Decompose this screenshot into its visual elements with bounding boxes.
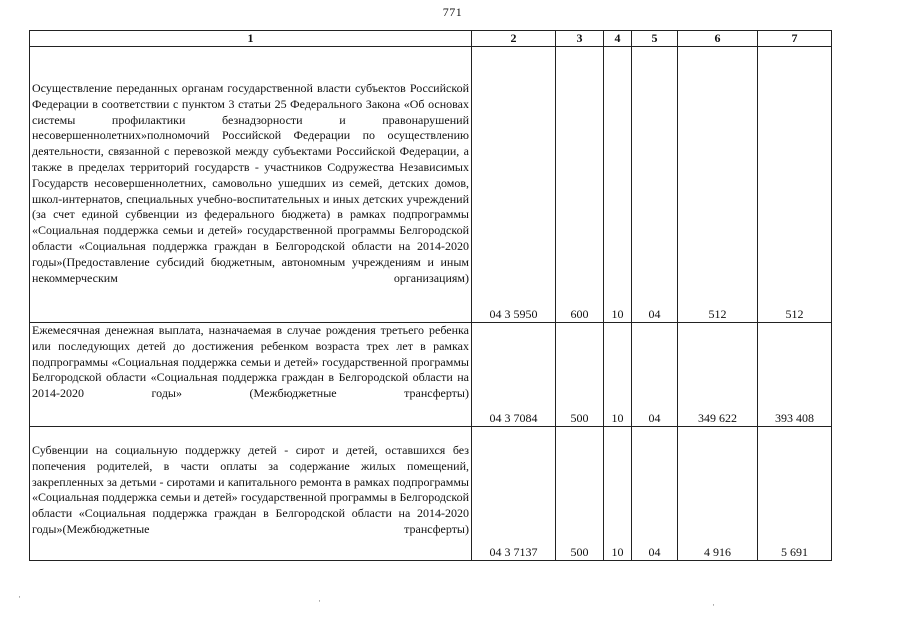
column-header-3: 3 [556, 31, 604, 47]
amount-col6-cell: 4 916 [678, 427, 758, 561]
budget-table [29, 30, 832, 561]
table-row [30, 323, 832, 427]
subsection-cell: 04 [632, 427, 678, 561]
scan-mark: · [18, 592, 21, 602]
page-number: 771 [442, 5, 463, 19]
column-header-7: 7 [758, 31, 832, 47]
amount-col7-cell: 393 408 [758, 323, 832, 427]
section-cell: 10 [604, 427, 632, 561]
column-header-2: 2 [472, 31, 556, 47]
row-description: Субвенции на социальную поддержку детей - сирот и детей, оставшихся без попечения родителей, в части оплаты за содержание жилых помещений, закрепленных за детьми - сиротами и капитального ремонта в рамках подпрограммы «Социальная поддержка семьи и детей» государственной программы в Белгородской области «Социальная поддержка граждан в Белгородской области на 2014-2020 годы»(Межбюджетные трансферты) [30, 427, 472, 561]
target-code-cell: 04 3 5950 [472, 47, 556, 323]
column-header-6: 6 [678, 31, 758, 47]
scan-mark: · [318, 596, 321, 606]
expense-type-cell: 500 [556, 323, 604, 427]
amount-col6-cell: 349 622 [678, 323, 758, 427]
target-code-cell: 04 3 7137 [472, 427, 556, 561]
amount-col7-cell: 5 691 [758, 427, 832, 561]
subsection-cell: 04 [632, 47, 678, 323]
expense-type-cell: 600 [556, 47, 604, 323]
amount-col6-cell: 512 [678, 47, 758, 323]
amount-col7-cell: 512 [758, 47, 832, 323]
target-code-cell: 04 3 7084 [472, 323, 556, 427]
header-row [30, 31, 832, 47]
row-description: Осуществление переданных органам государственной власти субъектов Российской Федерации в соответствии с пунктом 3 статьи 25 Федерального Закона «Об основах системы профилактики безнадзорности и правонарушений несовершеннолетних»полномочий Российской Федерации по осуществлению деятельности, связанной с перевозкой между субъектами Российской Федерации, а также в пределах территорий государств - участников Содружества Независимых Государств несовершеннолетних, самовольно ушедших из семей, детских домов, школ-интернатов, специальных учебно-воспитательных и иных детских учреждений (за счет единой субвенции из федерального бюджета) в рамках подпрограммы «Социальная поддержка семьи и детей» государственной программы Белгородской области «Социальная поддержка граждан в Белгородской области на 2014-2020 годы»(Предоставление субсидий бюджетным, автономным учреждениям и иным некоммерческим организациям) [30, 47, 472, 323]
row-description: Ежемесячная денежная выплата, назначаемая в случае рождения третьего ребенка или последующих детей до достижения ребенком возраста трех лет в рамках подпрограммы «Социальная поддержка семьи и детей» государственной программы Белгородской области «Социальная поддержка граждан в Белгородской области на 2014-2020 годы» (Межбюджетные трансферты) [30, 323, 472, 427]
section-cell: 10 [604, 323, 632, 427]
table-row [30, 427, 832, 561]
subsection-cell: 04 [632, 323, 678, 427]
column-header-4: 4 [604, 31, 632, 47]
column-header-5: 5 [632, 31, 678, 47]
column-header-1: 1 [30, 31, 472, 47]
table-row [30, 47, 832, 323]
section-cell: 10 [604, 47, 632, 323]
expense-type-cell: 500 [556, 427, 604, 561]
scan-mark: · [712, 600, 715, 610]
